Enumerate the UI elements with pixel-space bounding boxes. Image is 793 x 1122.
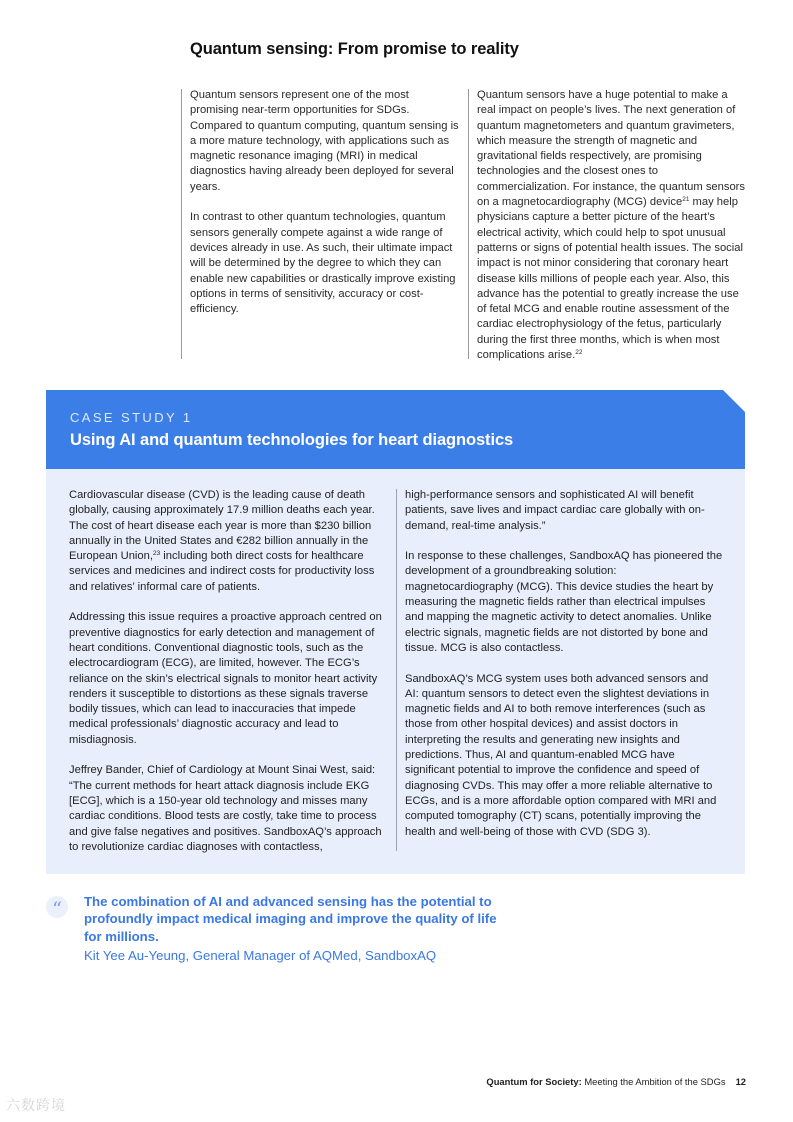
case-study-divider: [396, 489, 397, 851]
case-study-banner: [46, 390, 745, 469]
paragraph: In response to these challenges, SandboxAQ has pioneered the development of a groundbreaking solution: magnetocardiography (MCG). This device studies the heart by measuring the magnetic fields rather than electrical impulses and mapping the magnetic activity to detect anomalies. Unlike electric signals, magnetic fields are not distorted by bone and tissue. MCG is also contactless.: [405, 550, 723, 654]
column-divider: [468, 89, 469, 359]
watermark: 六数跨境: [6, 1097, 66, 1113]
paragraph: SandboxAQ’s MCG system uses both advanced sensors and AI: quantum sensors to detect even the slightest deviations in magnetic fields and AI to both remove interferences (such as those from other hospital devices) and assist doctors in interpreting the results and generating new insights and predictions. Thus, AI and quantum-enabled MCG have significant potential to improve the confidence and speed of diagnosing CVDs. This may offer a more reliable alternative to ECGs, and is a more affordable option compared with MRI and computed tomography (CT) scans, potentially improving the health and well-being of those with CVD (SDG 3).: [405, 672, 717, 838]
paragraph: Cardiovascular disease (CVD) is the leading cause of death globally, causing approximately 17.9 million deaths each year. The cost of heart disease each year is more than $230 billion annually in the United States and €282 billion annually in the European Union,$^{23}$ including both direct costs for healthcare services and medicines and indirect costs for productivity loss and relatives’ informal care of patients.: [69, 489, 375, 593]
paragraph: In contrast to other quantum technologies, quantum sensors generally compete against a wide range of devices already in use. As such, their ultimate impact will be determined by the degree to which they can enable new capabilities or drastically improve existing options in terms of sensitivity, accuracy or cost-efficiency.: [190, 211, 456, 316]
footnote-ref[interactable]: 21: [682, 196, 690, 204]
page-footer: [486, 1076, 746, 1087]
quote-icon: [46, 896, 68, 918]
paragraph: Jeffrey Bander, Chief of Cardiology at Mount Sinai West, said: “The current methods for heart attack diagnosis include EKG [ECG], which is a 150-year old technology and misses many cardiac conditions. Blood tests are costly, take time to process and give false negatives and positives. SandboxAQ’s approach to revolutionize cardiac diagnoses with contactless,: [69, 764, 382, 853]
pull-quote: The combination of AI and advanced sensing has the potential to profoundly impact medical imaging and improve the quality of life for millions.: [84, 894, 497, 944]
page-number: 12: [735, 1076, 746, 1087]
footnote-ref[interactable]: 22: [575, 349, 583, 357]
paragraph: Quantum sensors represent one of the most promising near-term opportunities for SDGs. Compared to quantum computing, quantum sensing is a more mature technology, with applications such as magnetic resonance imaging (MRI) in medical diagnostics having already been deployed for several years.: [190, 89, 459, 193]
svg-text:“: “: [51, 897, 63, 918]
paragraph: Quantum sensors have a huge potential to make a real impact on people’s lives. The next generation of quantum magnetometers and quantum gravimeters, which measure the strength of magnetic and gravitational fields respectively, are promising technologies and the closest ones to commercialization. For instance, the quantum sensors on a magnetocardiography (MCG) device$^{21}$ may help physicians capture a better picture of the heart’s electrical activity, which could help to spot unusual patterns or signs of potential health issues. The social impact is not minor considering that coronary heart disease kills millions of people each year. Also, this advance has the potential to greatly increase the use of fetal MCG and enable routine assessment of the cardiac electrophysiology of the fetus, particularly during the first three months, which is when most complications arise.$^{22}$: [477, 89, 745, 362]
case-study-label: CASE STUDY 1: [70, 410, 193, 425]
paragraph: Addressing this issue requires a proactive approach centred on preventive diagnostics for early detection and management of heart conditions. Conventional diagnostic tools, such as the electrocardiogram (ECG), are limited, however. The ECG’s reliance on the skin’s electrical signals to monitor heart activity renders it susceptible to distortions as these signals traverse bodily tissues, which can lead to inaccuracies that impede medical professionals’ diagnostic accuracy and lead to misdiagnosis.: [69, 611, 382, 746]
case-study-left-column: [69, 488, 387, 855]
right-column: [477, 88, 745, 363]
case-study-title: Using AI and quantum technologies for heart diagnostics: [70, 431, 514, 449]
column-divider: [181, 89, 182, 359]
report-subtitle: Meeting the Ambition of the SDGs: [581, 1076, 726, 1087]
report-title: Quantum for Society:: [486, 1076, 582, 1087]
footnote-ref[interactable]: 23: [152, 550, 161, 558]
paragraph: high-performance sensors and sophisticated AI will benefit patients, save lives and impact cardiac care globally with on-demand, real-time analysis.”: [405, 489, 705, 532]
left-column: [190, 88, 460, 317]
section-title: Quantum sensing: From promise to reality: [190, 40, 519, 58]
case-study-right-column: [405, 488, 723, 840]
quote-attribution: Kit Yee Au-Yeung, General Manager of AQMed, SandboxAQ: [84, 948, 437, 963]
